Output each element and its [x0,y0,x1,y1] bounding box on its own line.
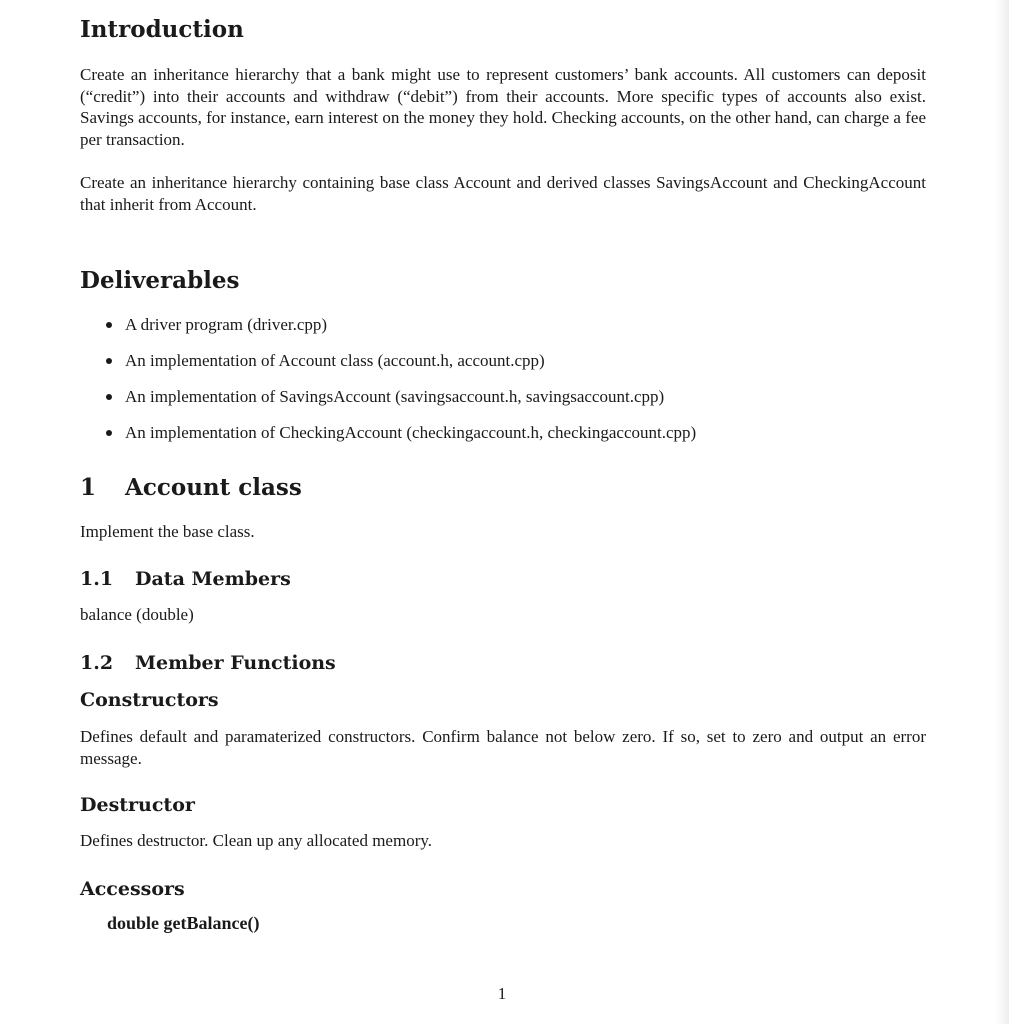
destructor-text: Defines destructor. Clean up any allocated memory. [80,831,433,850]
subsection-title: Data Members [135,568,291,590]
list-item: An implementation of SavingsAccount (savingsaccount.h, savingsaccount.cpp) [104,385,696,421]
subsection-number: 1.2 [80,652,114,674]
accessors-heading: Accessors [80,878,185,900]
subsection-1-2-heading [80,652,336,674]
section-title: Account class [125,474,302,501]
accessor-signature: double getBalance() [107,913,260,933]
deliverables-list [104,313,696,457]
subsection-title: Member Functions [135,652,336,674]
bullet-icon [106,394,112,400]
page-edge-shadow [995,0,1009,1024]
section-1-heading [80,474,302,501]
introduction-paragraph-1: Create an inheritance hierarchy that a bank might use to represent customers’ bank accounts. All customers can deposit (“credit”) into their accounts and withdraw (“debit”) from their accounts. More specific types of accounts also exist. Savings accounts, for instance, earn interest on the money they hold. Checking accounts, on the other hand, can charge a fee per transaction. [80,65,926,149]
bullet-icon [106,358,112,364]
page-number: 1 [497,984,507,1003]
introduction-heading: Introduction [80,16,244,43]
section-number: 1 [80,474,97,501]
bullet-icon [106,322,112,328]
introduction-paragraph-2: Create an inheritance hierarchy containing base class Account and derived classes SavingsAccount and CheckingAccount that inherit from Account. [80,173,926,214]
bullet-icon [106,430,112,436]
subsection-number: 1.1 [80,568,114,590]
constructors-heading: Constructors [80,689,219,711]
section-1-text: Implement the base class. [80,522,255,541]
list-item: A driver program (driver.cpp) [104,313,696,349]
constructors-text: Defines default and paramaterized constructors. Confirm balance not below zero. If so, set to zero and output an error message. [80,727,926,768]
deliverables-heading: Deliverables [80,267,240,294]
list-item: An implementation of Account class (account.h, account.cpp) [104,349,696,385]
data-members-text: balance (double) [80,605,194,624]
list-item: An implementation of CheckingAccount (checkingaccount.h, checkingaccount.cpp) [104,421,696,457]
destructor-heading: Destructor [80,794,195,816]
subsection-1-1-heading [80,568,291,590]
